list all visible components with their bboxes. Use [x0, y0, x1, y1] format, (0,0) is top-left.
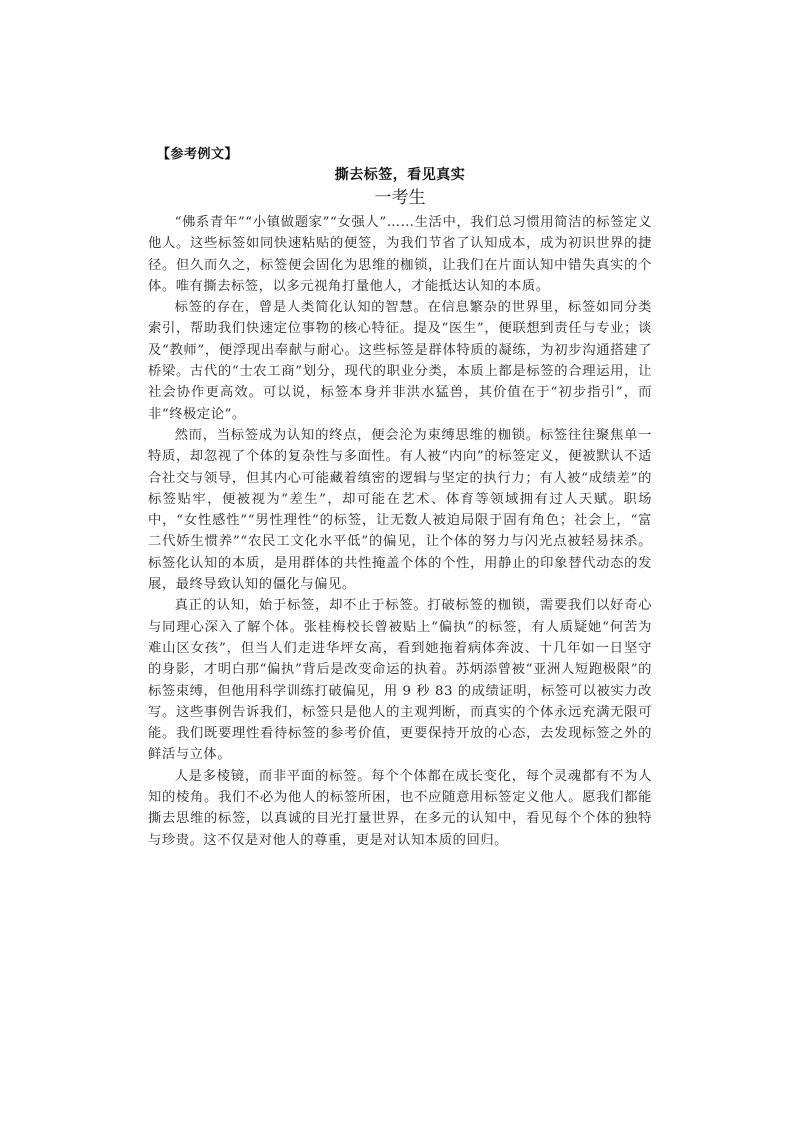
paragraph-label-shackles: 然而，当标签成为认知的终点，便会沦为束缚思维的枷锁。标签往往聚焦单一特质，却忽视了个体的复杂性与多面性。有人被“内向”的标签定义，便被默认不适合社交与领导，但其内心可能藏着缜密的逻辑与坚定的执行力；有人被“成绩差”的标签贴牢，便被视为“差生”，却可能在艺术、体育等领域拥有过人天赋。职场中，“女性感性”“男性理性”的标签，让无数人被迫局限于固有角色；社会上，“富二代娇生惯养”“农民工文化水平低”的偏见，让个体的努力与闪光点被轻易抹杀。标签化认知的本质，是用群体的共性掩盖个体的个性，用静止的印象替代动态的发展，最终导致认知的僵化与偏见。: [148, 427, 652, 593]
essay-body: [148, 212, 652, 851]
essay-title: 撕去标签，看见真实: [334, 167, 466, 183]
paragraph-true-cognition: 真正的认知，始于标签，却不止于标签。打破标签的枷锁，需要我们以好奇心与同理心深入了解个体。张桂梅校长曾被贴上“偏执”的标签，有人质疑她“何苦为难山区女孩”，但当人们走进华坪女高，看到她拖着病体奔波、十几年如一日坚守的身影，才明白那“偏执”背后是改变命运的执着。苏炳添曾被“亚洲人短跑极限”的标签束缚，但他用科学训练打破偏见，用 9 秒 83 的成绩证明，标签可以被实力改写。这些事例告诉我们，标签只是他人的主观判断，而真实的个体永远充满无限可能。我们既要理性看待标签的参考价值，更要保持开放的心态，去发现标签之外的鲜活与立体。: [148, 598, 652, 763]
paragraph-intro: “佛系青年”“小镇做题家”“女强人”……生活中，我们总习惯用简洁的标签定义他人。这些标签如同快速粘贴的便签，为我们节省了认知成本，成为初识世界的捷径。但久而久之，标签便会固化为思维的枷锁，让我们在片面认知中错失真实的个体。唯有撕去标签，以多元视角打量他人，才能抵达认知的本质。: [148, 215, 652, 294]
paragraph-label-value: 标签的存在，曾是人类简化认知的智慧。在信息繁杂的世界里，标签如同分类索引，帮助我们快速定位事物的核心特征。提及“医生”，便联想到责任与专业；谈及“教师”，便浮现出奉献与耐心。这些标签是群体特质的凝练，为初步沟通搭建了桥梁。古代的“士农工商”划分，现代的职业分类，本质上都是标签的合理运用，让社会协作更高效。可以说，标签本身并非洪水猛兽，其价值在于“初步指引”，而非“终极定论”。: [148, 300, 652, 422]
paragraph-conclusion: 人是多棱镜，而非平面的标签。每个个体都在成长变化，每个灵魂都有不为人知的棱角。我们不必为他人的标签所困，也不应随意用标签定义他人。愿我们都能撕去思维的标签，以真诚的目光打量世界，在多元的认知中，看见每个个体的独特与珍贵。这不仅是对他人的尊重，更是对认知本质的回归。: [148, 768, 652, 848]
reference-essay-label: 【参考例文】: [157, 147, 239, 162]
essay-author: 一考生: [374, 188, 426, 208]
